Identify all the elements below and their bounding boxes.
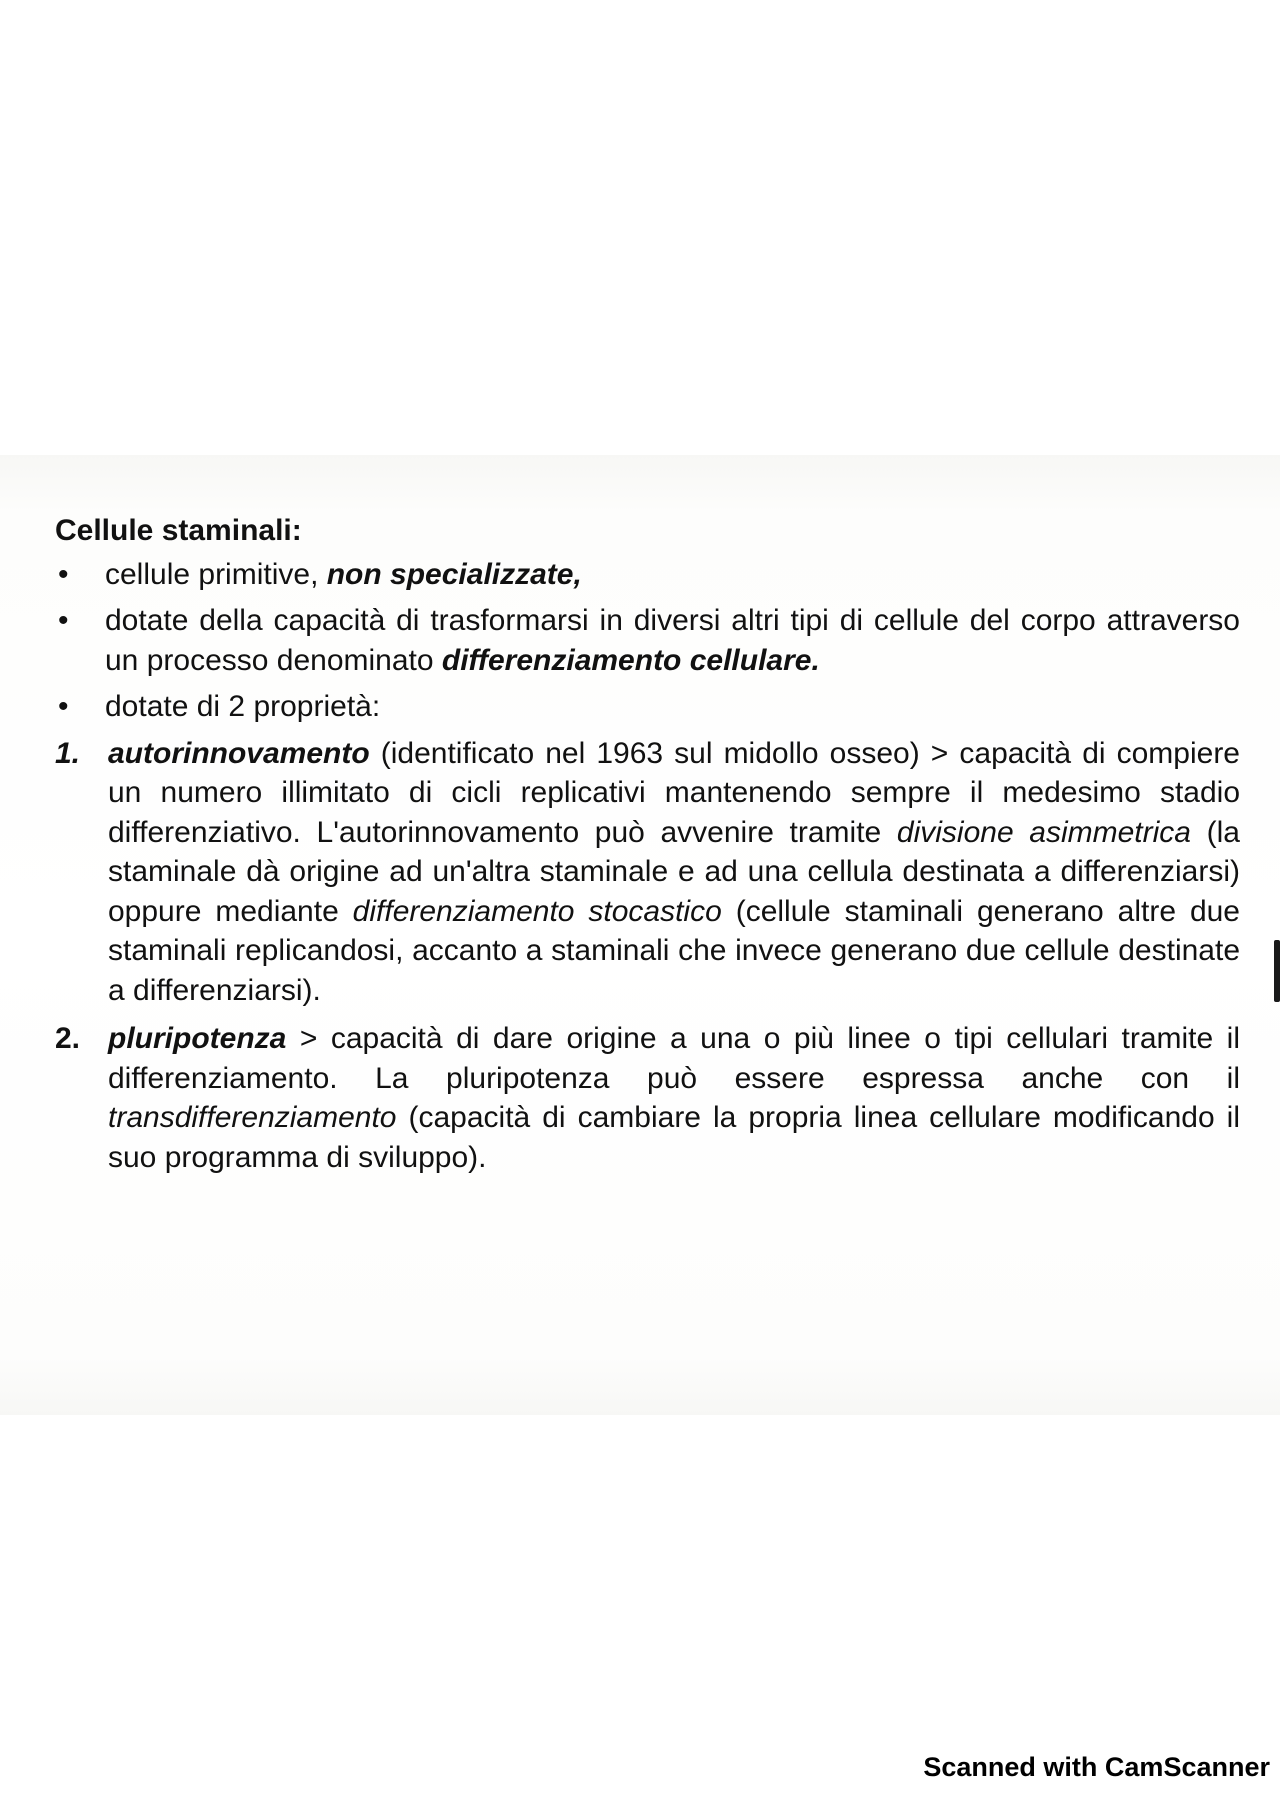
bullet-text-emphasis: non specializzate, bbox=[326, 557, 582, 591]
item-text-plain: > capacità di dare origine a una o più linee o tipi cellulari tramite il differenziamento. La pluripotenza può essere espressa anche con il bbox=[108, 1022, 1240, 1095]
item-text-plain: (cellule staminali generano altre due staminali replicandosi, accanto a staminali che invece generano due cellule destinate a differenziarsi). bbox=[108, 894, 1240, 1007]
item-text bbox=[108, 1019, 1240, 1177]
document-body bbox=[55, 511, 1240, 1186]
bullet-text-plain: dotate della capacità di trasformarsi in diversi altri tipi di cellule del corpo attraverso un processo denominato bbox=[105, 604, 1240, 677]
numbered-item bbox=[55, 1019, 1240, 1177]
bullet-text-plain: dotate di 2 proprietà: bbox=[105, 690, 381, 723]
bullet-text-emphasis: differenziamento cellulare. bbox=[441, 643, 820, 677]
bullet-mark: • bbox=[58, 690, 69, 723]
item-term: autorinnovamento bbox=[108, 736, 370, 770]
bullet-item bbox=[55, 555, 1240, 595]
item-text-italic: differenziamento stocastico bbox=[352, 894, 722, 928]
bullet-text bbox=[105, 555, 1240, 595]
item-number: 2. bbox=[55, 1022, 81, 1055]
section-heading: Cellule staminali: bbox=[55, 514, 302, 547]
bullet-item bbox=[55, 601, 1240, 680]
numbered-item bbox=[55, 734, 1240, 1011]
item-text-plain: (la staminale dà origine ad un'altra staminale e ad una cellula destinata a differenziarsi) oppure mediante bbox=[108, 815, 1240, 928]
scan-edge-mark bbox=[1274, 940, 1280, 1002]
item-text-italic: divisione asimmetrica bbox=[896, 815, 1191, 849]
bullet-text bbox=[105, 687, 1240, 727]
item-term: pluripotenza bbox=[108, 1022, 287, 1055]
item-text bbox=[108, 734, 1240, 1011]
bullet-mark: • bbox=[58, 604, 69, 637]
bullet-text-plain: cellule primitive, bbox=[105, 557, 327, 591]
bullet-text bbox=[105, 601, 1240, 680]
bullet-item bbox=[55, 687, 1240, 727]
item-text-italic: transdifferenziamento bbox=[108, 1101, 397, 1134]
bullet-mark: • bbox=[58, 557, 69, 591]
item-text-plain: (identificato nel 1963 sul midollo osseo) > capacità di compiere un numero illimitato di cicli replicativi mantenendo sempre il medesimo stadio differenziativo. L'autorinnovamento può avvenire tramite bbox=[108, 736, 1240, 849]
item-number: 1. bbox=[55, 736, 81, 770]
item-text-plain: (capacità di cambiare la propria linea cellulare modificando il suo programma di sviluppo). bbox=[108, 1101, 1240, 1174]
scanner-watermark: Scanned with CamScanner bbox=[923, 1752, 1270, 1782]
